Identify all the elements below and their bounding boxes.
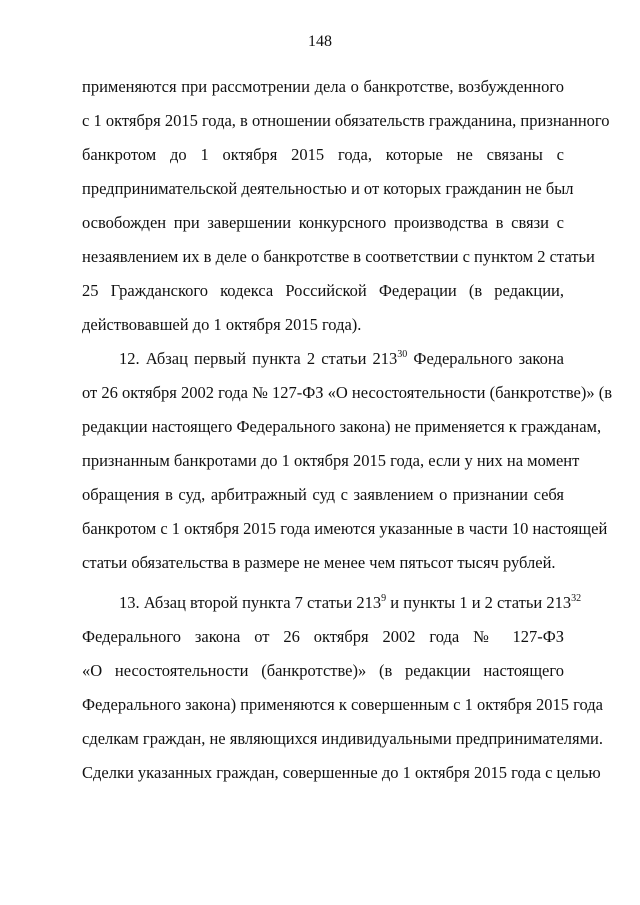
text-line: 25 Гражданского кодекса Российской Федерации (в редакции,: [82, 281, 564, 300]
text-fragment: Федерального закона: [407, 349, 564, 368]
text-line: обращения в суд, арбитражный суд с заявлением о признании себя: [82, 485, 564, 504]
superscript: 32: [571, 593, 582, 604]
text-line: действовавшей до 1 октября 2015 года).: [82, 315, 362, 334]
superscript: 9: [381, 593, 387, 604]
text-line: незаявлением их в деле о банкротстве в соответствии с пунктом 2 статьи: [82, 247, 595, 266]
text-fragment: и пункты 1 и 2 статьи 213: [386, 593, 572, 612]
text-line: [82, 342, 564, 376]
document-body: [82, 70, 613, 790]
text-line: банкротом до 1 октября 2015 года, которые не связаны с: [82, 145, 564, 164]
text-line: «О несостоятельности (банкротстве)» (в редакции настоящего: [82, 661, 564, 680]
text-line: статьи обязательства в размере не менее чем пятьсот тысяч рублей.: [82, 553, 556, 572]
paragraph-continuation: [82, 70, 610, 342]
superscript: 30: [397, 349, 408, 360]
text-line: [82, 586, 582, 620]
text-line: освобожден при завершении конкурсного производства в связи с: [82, 213, 564, 232]
text-line: Федерального закона от 26 октября 2002 года № 127-ФЗ: [82, 627, 564, 646]
text-line: применяются при рассмотрении дела о банкротстве, возбужденного: [82, 77, 564, 96]
text-line: сделкам граждан, не являющихся индивидуальными предпринимателями.: [82, 729, 604, 748]
page-number: 148: [308, 33, 332, 50]
text-line: банкротом с 1 октября 2015 года имеются указанные в части 10 настоящей: [82, 519, 608, 538]
text-line: предпринимательской деятельностью и от которых гражданин не был: [82, 179, 574, 198]
text-line: признанным банкротами до 1 октября 2015 года, если у них на момент: [82, 451, 580, 470]
paragraph-13: [82, 586, 604, 790]
text-fragment: 13. Абзац второй пункта 7 статьи 213: [119, 593, 382, 612]
text-line: с 1 октября 2015 года, в отношении обязательств гражданина, признанного: [82, 111, 610, 130]
text-line: Федерального закона) применяются к совершенным с 1 октября 2015 года: [82, 695, 603, 714]
text-line: Сделки указанных граждан, совершенные до 1 октября 2015 года с целью: [82, 763, 601, 782]
paragraph-12: [82, 342, 613, 580]
text-line: редакции настоящего Федерального закона) не применяется к гражданам,: [82, 417, 602, 436]
text-fragment: 12. Абзац первый пункта 2 статьи 213: [119, 349, 398, 368]
text-line: от 26 октября 2002 года № 127-ФЗ «О несостоятельности (банкротстве)» (в: [82, 383, 613, 402]
